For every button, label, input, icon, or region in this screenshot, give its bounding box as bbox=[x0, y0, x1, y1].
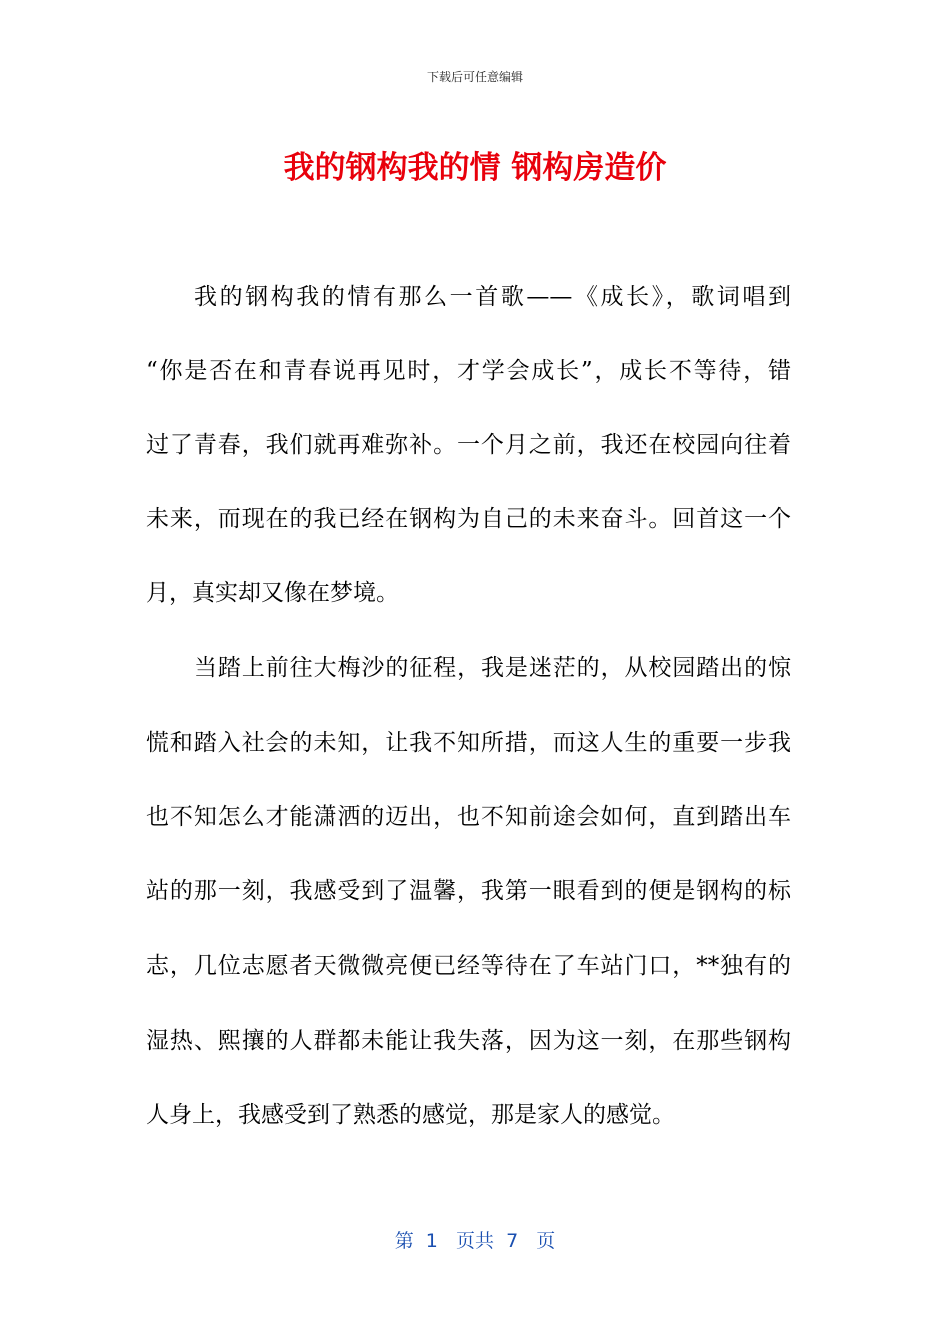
paragraph-2-line-5: 志，几位志愿者天微微亮便已经等待在了车站门口，**独有的 bbox=[146, 953, 791, 979]
paragraph-1-line-1: 我的钢构我的情有那么一首歌——《成长》，歌词唱到 bbox=[194, 284, 791, 310]
paragraph-1-line-3: 过了青春，我们就再难弥补。一个月之前，我还在校园向往着 bbox=[146, 432, 791, 458]
paragraph-2-line-3: 也不知怎么才能潇洒的迈出，也不知前途会如何，直到踏出车 bbox=[146, 804, 791, 830]
paragraph-2-line-1: 当踏上前往大梅沙的征程，我是迷茫的，从校园踏出的惊 bbox=[194, 655, 791, 681]
paragraph-1-line-4: 未来，而现在的我已经在钢构为自己的未来奋斗。回首这一个 bbox=[146, 506, 791, 532]
page-number-footer: 第 1 页共 7 页 bbox=[394, 1230, 556, 1252]
paragraph-1-line-2: “你是否在和青春说再见时，才学会成长”，成长不等待，错 bbox=[146, 358, 791, 384]
paragraph-2-line-7: 人身上，我感受到了熟悉的感觉，那是家人的感觉。 bbox=[146, 1102, 675, 1128]
paragraph-2-line-2: 慌和踏入社会的未知，让我不知所措，而这人生的重要一步我 bbox=[146, 730, 791, 756]
document-title: 我的钢构我的情 钢构房造价 bbox=[283, 150, 667, 186]
paragraph-2-line-4: 站的那一刻，我感受到了温馨，我第一眼看到的便是钢构的标 bbox=[146, 878, 791, 904]
paragraph-1-line-5: 月，真实却又像在梦境。 bbox=[146, 580, 399, 606]
paragraph-2-line-6: 湿热、熙攘的人群都未能让我失落，因为这一刻，在那些钢构 bbox=[146, 1028, 791, 1054]
header-note: 下载后可任意编辑 bbox=[426, 70, 523, 84]
